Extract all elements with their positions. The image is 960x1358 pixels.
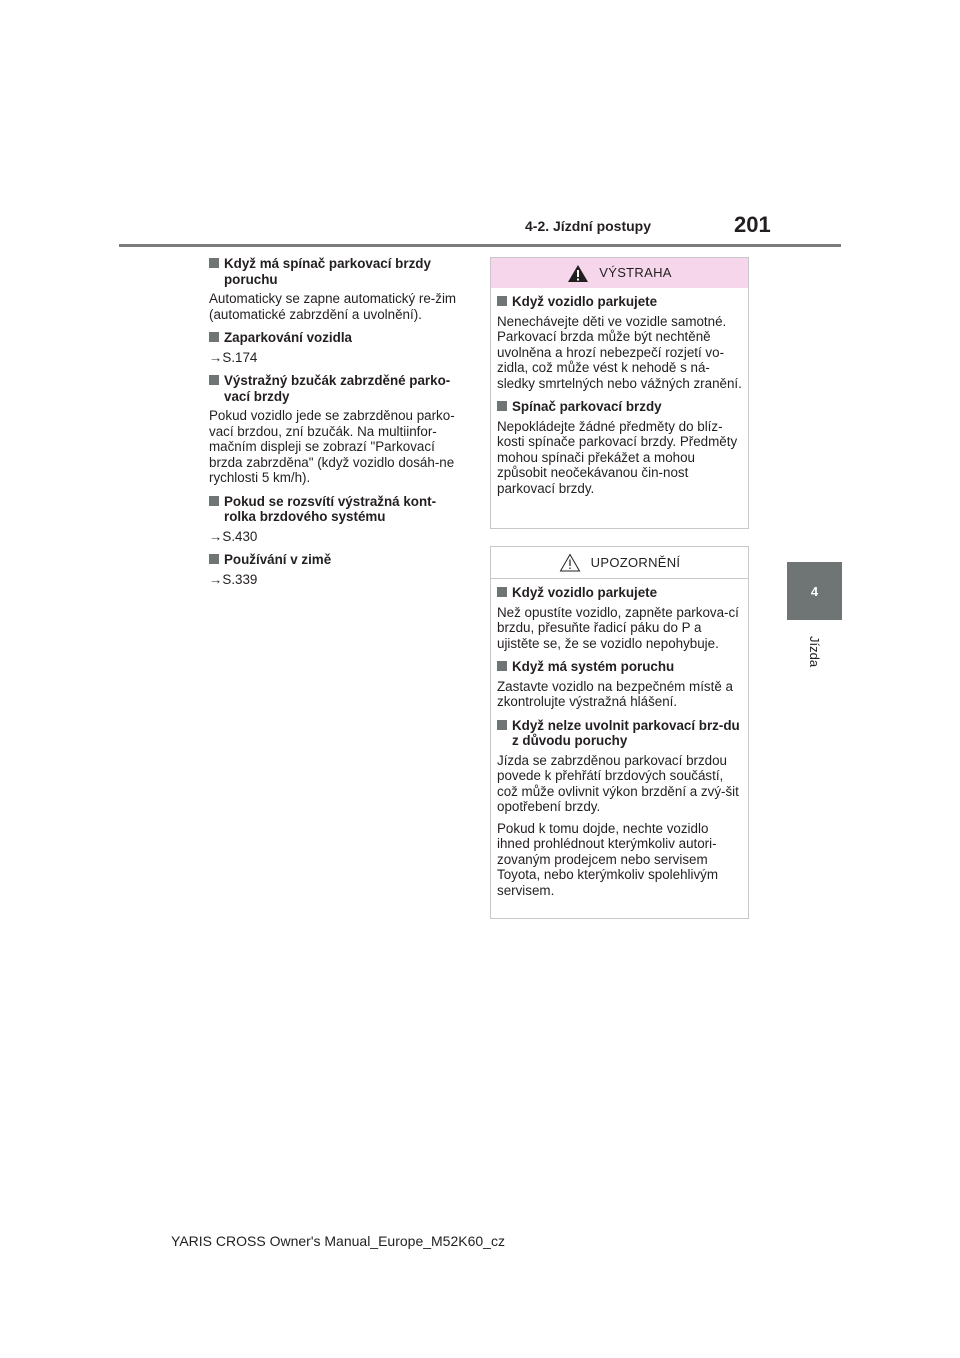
caution-section [497, 718, 742, 899]
warning-triangle-icon [567, 264, 589, 283]
footer-text: YARIS CROSS Owner's Manual_Europe_M52K60_cz [171, 1233, 505, 1249]
section-heading: Používání v zimě [224, 552, 332, 567]
warning-section [497, 399, 742, 496]
page-reference-link[interactable]: S.430 [222, 528, 258, 544]
section-heading: Když vozidlo parkujete [512, 294, 658, 309]
square-bullet-icon [209, 554, 219, 564]
arrow-right-icon: → [209, 349, 223, 365]
chapter-label-text: Jízda [807, 636, 822, 668]
warning-section [497, 294, 742, 391]
section-body: Nepokládejte žádné předměty do blíz-kosti spínače parkovací brzdy. Předměty mohou spínači překážet a mohou způsobit neočekávanou čin-nost parkovací brzdy. [497, 418, 738, 496]
section-body: Pokud vozidlo jede se zabrzděnou parko-vací brzdou, zní bzučák. Na multiinfor-mačním displeji se zobrazí "Parkovací brzda zabrzděna" (když vozidlo dosáh-ne rychlosti 5 km/h). [209, 408, 455, 485]
left-section [209, 552, 465, 587]
chapter-number: 4 [810, 583, 819, 599]
square-bullet-icon [497, 401, 507, 411]
left-column [209, 256, 465, 595]
section-heading: Pokud se rozsvítí výstražná kont-rolka brzdového systému [224, 493, 437, 524]
square-bullet-icon [209, 332, 219, 342]
section-body: Automaticky se zapne automatický re-žim (automatické zabrzdění a uvolnění). [209, 291, 457, 322]
caution-title: UPOZORNĚNÍ [590, 554, 681, 570]
page-reference[interactable] [209, 572, 465, 588]
section-title: 4-2. Jízdní postupy [525, 218, 652, 234]
section-heading: Když má spínač parkovací brzdy poruchu [224, 256, 431, 287]
arrow-right-icon: → [209, 528, 223, 544]
square-bullet-icon [209, 496, 219, 506]
section-heading: Když vozidlo parkujete [512, 585, 658, 600]
page-reference-link[interactable]: S.174 [222, 349, 258, 365]
header-divider [119, 244, 841, 247]
section-heading: Když má systém poruchu [512, 659, 675, 674]
square-bullet-icon [209, 258, 219, 268]
section-heading: Když nelze uvolnit parkovací brz-du z důvodu poruchy [512, 717, 740, 748]
section-heading: Spínač parkovací brzdy [512, 399, 662, 414]
arrow-right-icon: → [209, 571, 223, 587]
left-section [209, 494, 465, 545]
section-heading: Výstražný bzučák zabrzděné parko-vací brzdy [224, 373, 451, 404]
section-body: Pokud k tomu dojde, nechte vozidlo ihned prohlédnout kterýmkoliv autori-zovaným prodejcem nebo servisem Toyota, nebo kterýmkoliv spolehlivým servisem. [497, 820, 719, 898]
square-bullet-icon [497, 661, 507, 671]
chapter-tab [787, 562, 842, 620]
square-bullet-icon [497, 587, 507, 597]
section-body: Než opustíte vozidlo, zapněte parkova-cí brzdu, přesuňte řadicí páku do P a ujistěte se, že se vozidlo nepohybuje. [497, 604, 739, 651]
square-bullet-icon [497, 296, 507, 306]
warning-box [490, 257, 749, 529]
section-body: Zastavte vozidlo na bezpečném místě a zkontrolujte výstražná hlášení. [497, 678, 733, 709]
square-bullet-icon [209, 375, 219, 385]
caution-section [497, 659, 742, 710]
square-bullet-icon [497, 720, 507, 730]
left-section [209, 373, 465, 486]
section-heading: Zaparkování vozidla [224, 330, 352, 345]
left-section [209, 256, 465, 322]
caution-box [490, 546, 749, 919]
caution-triangle-icon [559, 553, 581, 572]
caution-section [497, 585, 742, 651]
warning-title: VÝSTRAHA [599, 265, 672, 281]
section-body: Nenechávejte děti ve vozidle samotné. Parkovací brzda může být nechtěně uvolněna a hrozí nebezpečí rozjetí vo-zidla, což může vést k nehodě s ná-sledky smrtelných nebo vážných zranění. [497, 313, 742, 391]
page-number: 201 [734, 212, 771, 237]
caution-header [491, 547, 748, 579]
left-section [209, 330, 465, 365]
warning-header [491, 258, 748, 288]
page-reference[interactable] [209, 350, 465, 366]
page-reference[interactable] [209, 529, 465, 545]
chapter-label [787, 632, 842, 672]
section-body: Jízda se zabrzděnou parkovací brzdou povede k přehřátí brzdových součástí, což může ovlivnit výkon brzdění a zvý-šit opotřebení brzdy. [497, 752, 739, 814]
page-reference-link[interactable]: S.339 [222, 571, 258, 587]
